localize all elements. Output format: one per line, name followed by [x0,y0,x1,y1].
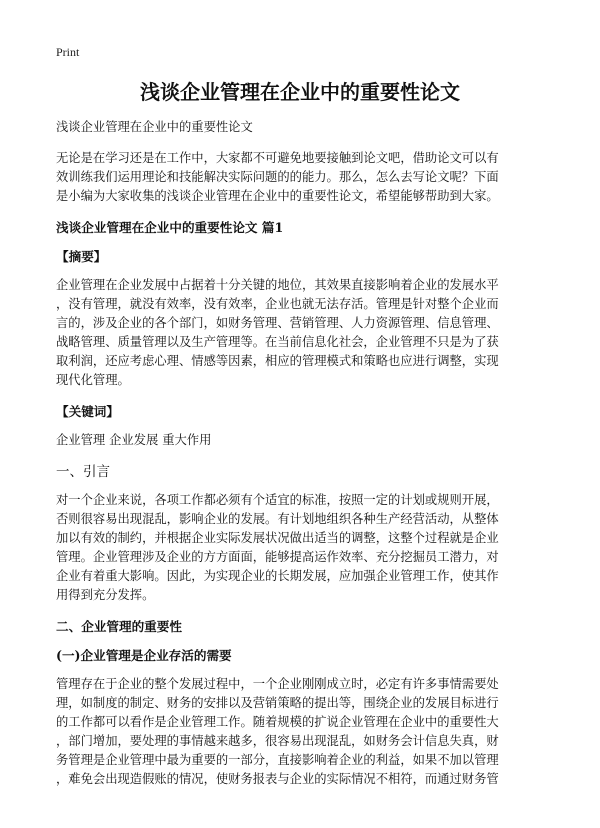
abstract-heading: 【摘要】 [56,249,107,264]
sub-heading: (一)企业管理是企业存活的需要 [56,648,232,663]
intro-body-line: 否则很容易出现混乱，影响企业的发展。有计划地组织各种生产经营活动，从整体 [56,512,499,526]
sub-body-line: 务管理是企业管理中最为重要的一部分，直接影响着企业的利益，如果不加以管理 [56,753,499,767]
keywords-heading: 【关键词】 [56,404,119,419]
abstract-line: ，没有管理，就没有效率，没有效率，企业也就无法存活。管理是针对整个企业而 [56,297,499,311]
intro-body-line: 管理。企业管理涉及企业的方方面面，能够提高运作效率、充分挖掘员工潜力，对 [56,550,499,564]
sub-body-line: 的工作都可以看作是企业管理工作。随着规模的扩说企业管理在企业中的重要性大 [56,715,499,729]
intro-body-paragraph [56,491,544,605]
abstract-line: 言的，涉及企业的各个部门，如财务管理、营销管理、人力资源管理、信息管理、 [56,316,499,330]
print-link[interactable]: Print [56,45,80,59]
intro-body-line: 对一个企业来说，各项工作都必须有个适宜的标准，按照一定的计划或规则开展， [56,493,499,507]
sub-body-line: 管理存在于企业的整个发展过程中，一个企业刚刚成立时，必定有许多事情需要处 [56,677,499,691]
section-title: 浅谈企业管理在企业中的重要性论文 篇1 [56,220,284,235]
intro-body-line: 用得到充分发挥。 [56,588,155,602]
abstract-line: 战略管理、质量管理以及生产管理等。在当前信息化社会，企业管理不只是为了获 [56,335,499,349]
importance-heading: 二、企业管理的重要性 [56,619,182,634]
intro-paragraph [56,149,544,206]
abstract-line: 现代化管理。 [56,373,130,387]
sub-body-line: 理，如制度的制定、财务的安排以及营销策略的提出等，围绕企业的发展目标进行 [56,696,499,710]
abstract-paragraph [56,276,544,390]
page-title: 浅谈企业管理在企业中的重要性论文 [140,80,460,104]
keywords: 企业管理 企业发展 重大作用 [56,433,212,447]
intro-body-line: 企业有着重大影响。因此，为实现企业的长期发展，应加强企业管理工作，使其作 [56,569,499,583]
sub-body-line: ，难免会出现造假账的情况，使财务报表与企业的实际情况不相符，而通过财务管 [56,772,499,786]
sub-body-paragraph [56,675,544,789]
intro-body-line: 加以有效的制约，并根据企业实际发展状况做出适当的调整，这整个过程就是企业 [56,531,499,545]
intro-line: 是小编为大家收集的浅谈企业管理在企业中的重要性论文，希望能够帮助到大家。 [56,189,499,203]
abstract-line: 取利润，还应考虑心理、情感等因素，相应的管理模式和策略也应进行调整，实现 [56,354,499,368]
abstract-line: 企业管理在企业发展中占据着十分关键的地位，其效果直接影响着企业的发展水平 [56,278,499,292]
intro-line: 无论是在学习还是在工作中，大家都不可避免地要接触到论文吧，借助论文可以有 [56,151,499,165]
sub-body-line: ，部门增加，要处理的事情越来越多，很容易出现混乱，如财务会计信息失真，财 [56,734,499,748]
intro-heading: 一、引言 [56,464,110,480]
intro-line: 效训练我们运用理论和技能解决实际问题的的能力。那么，怎么去写论文呢？下面 [56,170,499,184]
subtitle: 浅谈企业管理在企业中的重要性论文 [56,120,253,134]
